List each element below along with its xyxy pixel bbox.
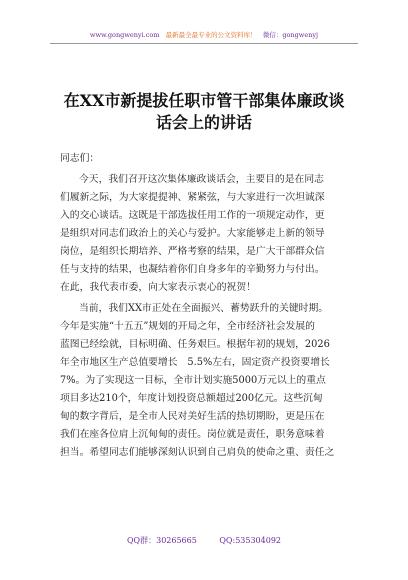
header-slogan: 最新最全最专业的公文资料库！ <box>165 31 257 39</box>
document-title <box>50 90 358 134</box>
paragraph-2-line: 项目多达210个，年度计划投资总额超过200亿元。这些沉甸 <box>60 393 323 404</box>
paragraph-2-line: 7%。为了实现这一目标，全市计划实施5000万元以上的重点 <box>60 375 326 386</box>
paragraph-2-line: 我们在座各位肩上沉甸甸的责任。岗位就是责任，职务意味着 <box>60 429 325 440</box>
paragraph-1-line: 岗位，是组织长期培养、严格考察的结果，是广大干部群众信 <box>60 246 325 257</box>
paragraph-1-line: 是组织对同志们政治上的关心与爱护。大家能够走上新的领导 <box>60 228 325 239</box>
paragraph-2-line: 担当。希望同志们能够深刻认识到自己肩负的使命之重、责任之 <box>60 447 335 458</box>
paragraph-2-line: 蓝图已经绘就，目标明确、任务艰巨。根据年初的规划，2026 <box>60 339 330 350</box>
paragraph-1-line: 们履新之际，为大家提提神、紧紧弦，与大家进行一次坦诚深 <box>60 192 325 203</box>
salutation: 同志们： <box>60 153 100 164</box>
title-line-2: 话会上的讲话 <box>155 113 252 132</box>
title-line-1: 在XX市新提拔任职市管干部集体廉政谈 <box>63 91 345 110</box>
paragraph-1-line: 今天，我们召开这次集体廉政谈话会，主要目的是在同志 <box>79 174 324 185</box>
footer-qq-group: QQ群：30265665 <box>126 536 197 545</box>
paragraph-1-line: 入的交心谈话。这既是干部选拔任用工作的一项规定动作，更 <box>60 210 325 221</box>
paragraph-2-line: 今年是实施“十五五”规划的开局之年，全市经济社会发展的 <box>60 321 315 332</box>
paragraph-2-line: 甸的数字背后，是全市人民对美好生活的热切期盼，更是压在 <box>60 411 325 422</box>
document-body <box>60 150 350 462</box>
header-site-link[interactable]: www.gongwenyi.com <box>89 31 160 39</box>
page-header <box>50 30 358 40</box>
page-footer <box>50 535 358 546</box>
header-wechat: 微信：gongwenyj <box>262 31 319 39</box>
paragraph-2-line: 当前，我们XX市正处在全面振兴、蓄势跃升的关键时期。 <box>79 303 329 314</box>
paragraph-1-line: 任与支持的结果，也凝结着你们自身多年的辛勤努力与付出。 <box>60 264 325 275</box>
paragraph-1-line: 在此，我代表市委，向大家表示衷心的祝贺！ <box>60 282 256 293</box>
footer-qq: QQ:535304092 <box>219 536 281 545</box>
header-divider <box>50 43 358 44</box>
paragraph-2-line: 年全市地区生产总值要增长 5.5%左右，固定资产投资要增长 <box>60 357 330 368</box>
